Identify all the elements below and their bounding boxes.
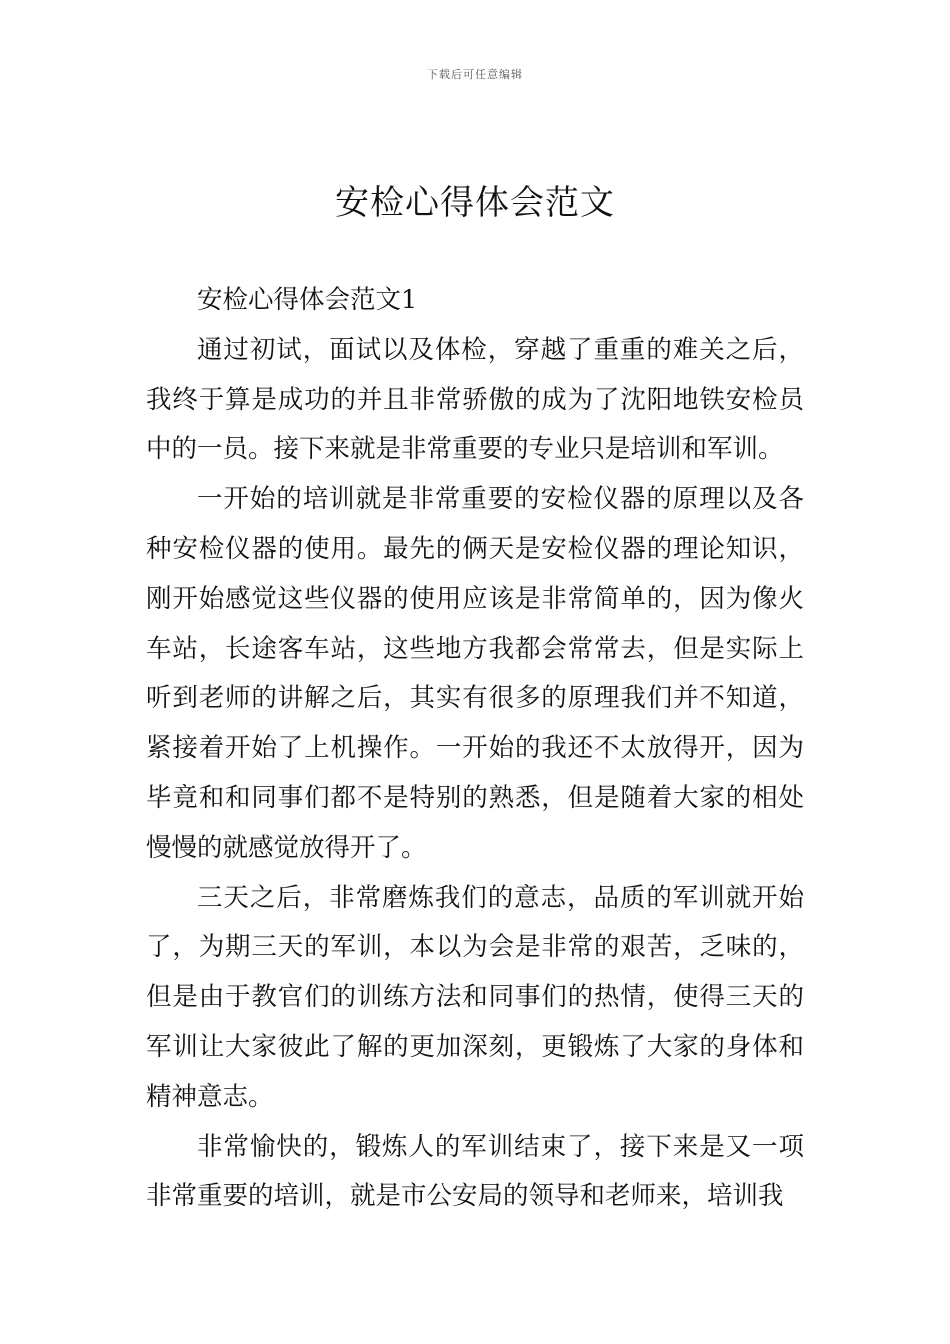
section-heading: 安检心得体会范文1: [197, 285, 418, 315]
document-body: [146, 276, 804, 1222]
paragraph: 三天之后，非常磨炼我们的意志，品质的军训就开始了，为期三天的军训，本以为会是非常的艰苦，乏味的，但是由于教官们的训练方法和同事们的热情，使得三天的军训让大家彼此了解的更加深刻，更锻炼了大家的身体和精神意志。: [146, 882, 804, 1112]
paragraph: 通过初试，面试以及体检，穿越了重重的难关之后，我终于算是成功的并且非常骄傲的成为了沈阳地铁安检员中的一员。接下来就是非常重要的专业只是培训和军训。: [146, 334, 804, 465]
paragraph: 一开始的培训就是非常重要的安检仪器的原理以及各种安检仪器的使用。最先的俩天是安检仪器的理论知识，刚开始感觉这些仪器的使用应该是非常简单的，因为像火车站，长途客车站，这些地方我都会常常去，但是实际上听到老师的讲解之后，其实有很多的原理我们并不知道，紧接着开始了上机操作。一开始的我还不太放得开，因为毕竟和和同事们都不是特别的熟悉，但是随着大家的相处慢慢的就感觉放得开了。: [146, 484, 804, 863]
header-note: 下载后可任意编辑: [427, 68, 523, 81]
paragraph: 非常愉快的，锻炼人的军训结束了，接下来是又一项非常重要的培训，就是市公安局的领导和老师来，培训我: [146, 1131, 804, 1212]
document-title: 安检心得体会范文: [335, 183, 615, 223]
